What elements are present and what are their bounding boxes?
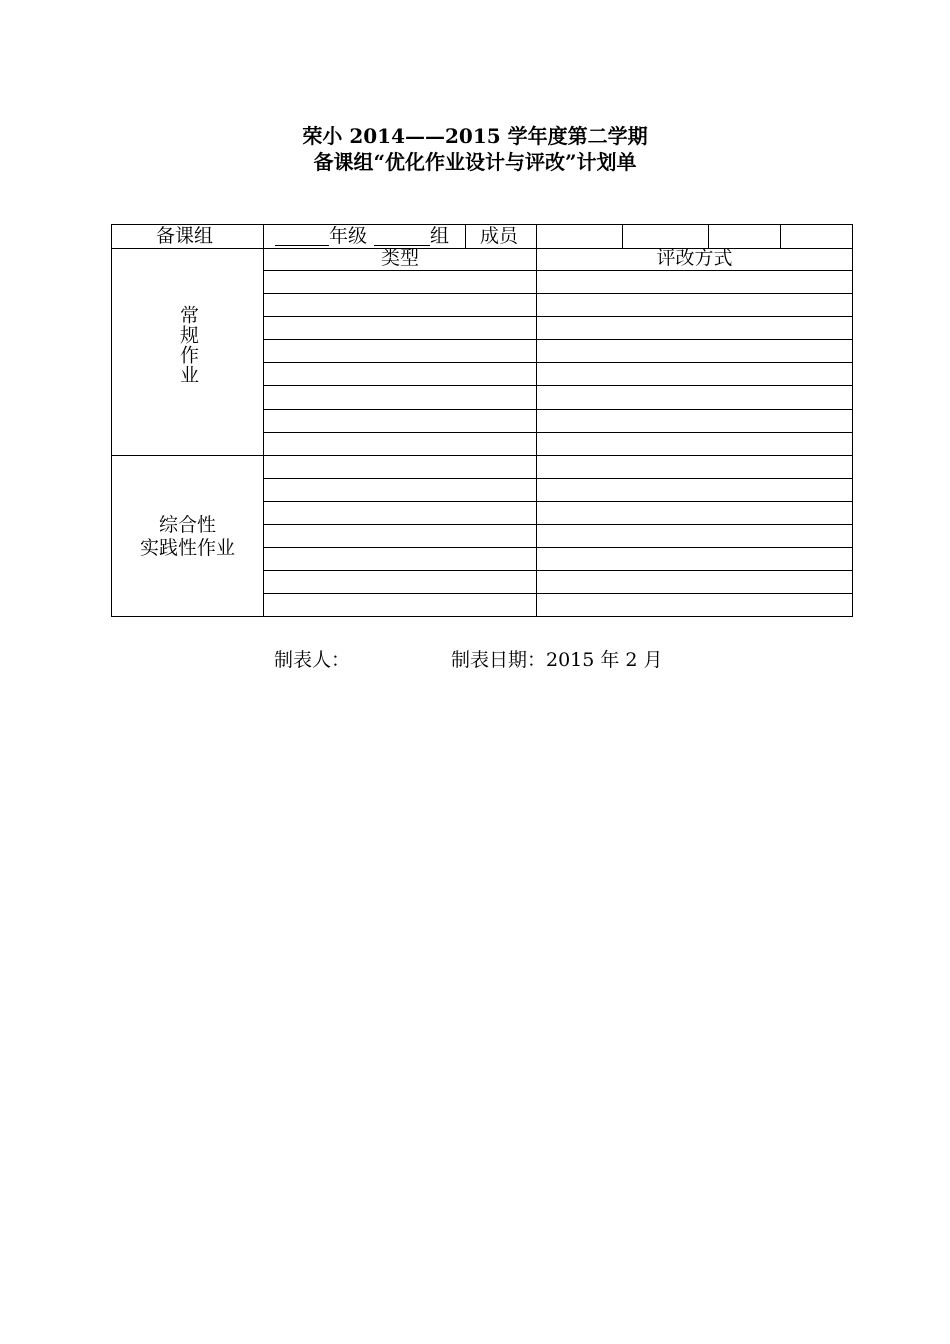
row-divider — [264, 385, 852, 386]
row-divider — [264, 570, 852, 571]
date-label: 制表日期：2015 年 2 月 — [451, 649, 663, 671]
document-title-line2: 备课组“优化作业设计与评改”计划单 — [313, 150, 637, 174]
plan-form-table — [111, 224, 853, 617]
member-cell-divider — [622, 225, 623, 248]
member-cell-divider — [708, 225, 709, 248]
header-cell-divider — [465, 225, 466, 248]
maker-label: 制表人： — [274, 649, 351, 671]
row-divider — [264, 316, 852, 317]
column-header-divider — [264, 270, 852, 271]
row-divider — [264, 362, 852, 363]
row-divider — [264, 593, 852, 594]
member-cell-divider — [780, 225, 781, 248]
grade-label: 年级 — [329, 225, 368, 247]
group-name-blank — [374, 245, 430, 246]
row-divider — [264, 478, 852, 479]
column-divider — [263, 225, 264, 616]
grade-blank — [275, 245, 329, 246]
column-divider — [536, 225, 537, 616]
row-divider — [264, 547, 852, 548]
comprehensive-label-line2: 实践性作业 — [139, 537, 235, 559]
section-divider — [112, 455, 852, 456]
group-suffix-label: 组 — [430, 225, 450, 247]
comprehensive-label-line1: 综合性 — [158, 514, 216, 536]
type-column-header: 类型 — [380, 247, 419, 269]
members-label: 成员 — [480, 225, 519, 247]
row-divider — [264, 432, 852, 433]
row-divider — [264, 501, 852, 502]
method-column-header: 评改方式 — [656, 247, 733, 269]
row-divider — [264, 524, 852, 525]
row-divider — [264, 409, 852, 410]
group-label: 备课组 — [156, 225, 214, 247]
routine-homework-label: 常规作业 — [177, 305, 199, 385]
row-divider — [264, 339, 852, 340]
document-title-line1: 荣小 2014——2015 学年度第二学期 — [302, 124, 648, 148]
row-divider — [264, 293, 852, 294]
